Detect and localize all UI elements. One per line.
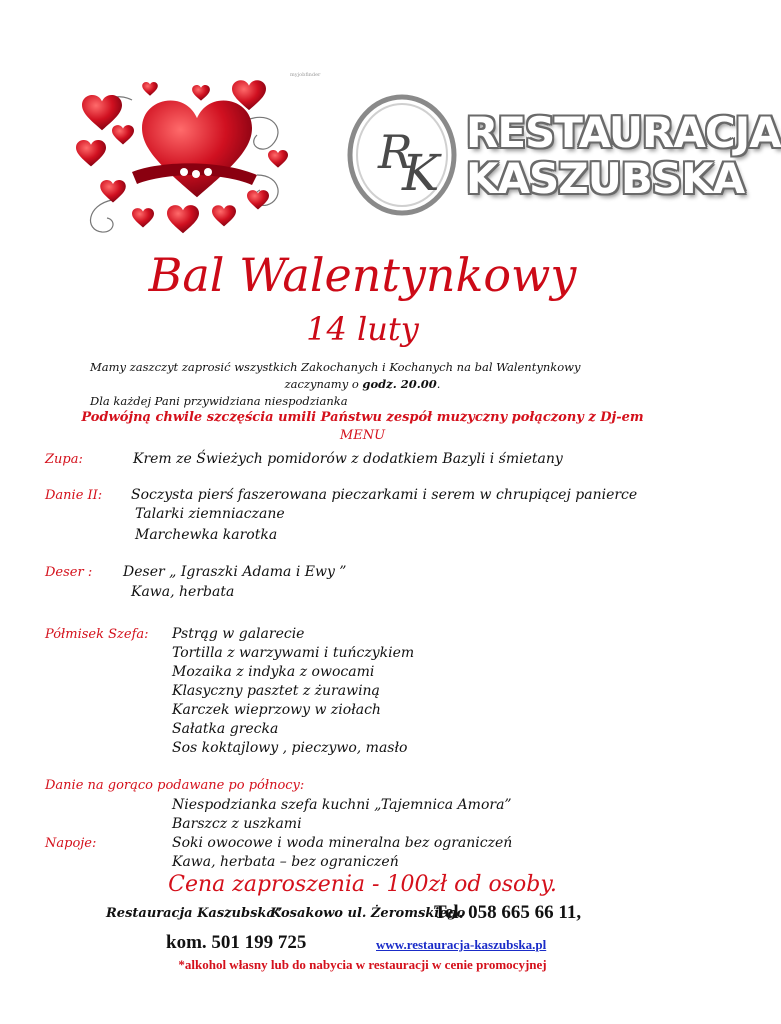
alcohol-note: *alkohol własny lub do nabycia w restauracji w cenie promocyjnej <box>178 957 547 972</box>
menu-label-dessert: Deser : <box>45 565 93 580</box>
invitation-line-2 <box>0 377 725 391</box>
menu-label-soup: Zupa: <box>45 452 83 467</box>
menu-label-main: Danie II: <box>45 488 103 503</box>
menu-item: Soczysta pierś faszerowana pieczarkami i serem w chrupiącej panierce <box>131 487 638 503</box>
invitation-price: Cena zaproszenia - 100zł od osoby. <box>168 872 557 897</box>
event-date: 14 luty <box>306 310 419 348</box>
invitation-time-suffix: . <box>436 377 441 391</box>
menu-label-after-midnight: Danie na gorąco podawane po północy: <box>45 778 305 793</box>
menu-item: Tortilla z warzywami i tuńczykiem <box>172 645 415 661</box>
logo-line-2: KASZUBSKA <box>466 154 745 203</box>
rk-monogram-logo <box>344 90 464 220</box>
menu-item: Barszcz z uszkami <box>172 816 302 832</box>
menu-label-platter: Półmisek Szefa: <box>45 627 149 642</box>
menu-item: Sałatka grecka <box>172 721 279 737</box>
contact-mobile: kom. 501 199 725 <box>166 932 307 953</box>
menu-heading: MENU <box>339 428 386 443</box>
menu-item: Kawa, herbata <box>131 584 235 600</box>
restaurant-logo-text <box>466 108 781 203</box>
band-announcement: Podwójną chwile szczęścia umili Państwu zespół muzyczny połączony z Dj-em <box>81 410 644 425</box>
menu-item: Kawa, herbata – bez ograniczeń <box>172 854 399 870</box>
invitation-line-3: Dla każdej Pani przywidziana niespodzianka <box>90 394 348 408</box>
page-title: Bal Walentynkowy <box>148 248 577 302</box>
menu-item: Karczek wieprzowy w ziołach <box>172 702 381 718</box>
menu-item: Pstrąg w galarecie <box>172 626 305 642</box>
invitation-line-1: Mamy zaszczyt zaprosić wszystkich Zakochanych i Kochanych na bal Walentynkowy <box>90 360 581 374</box>
svg-text:R: R <box>378 125 413 179</box>
menu-item: Krem ze Świeżych pomidorów z dodatkiem Bazyli i śmietany <box>133 451 563 467</box>
menu-item: Mozaika z indyka z owocami <box>172 664 375 680</box>
menu-item: Deser „ Igraszki Adama i Ewy ” <box>123 564 347 580</box>
hearts-illustration <box>72 80 292 245</box>
invitation-time: godz. 20.00 <box>362 377 437 391</box>
menu-item: Soki owocowe i woda mineralna bez ograniczeń <box>172 835 513 851</box>
menu-item: Sos koktajlowy , pieczywo, masło <box>172 740 408 756</box>
logo-line-1: RESTAURACJA <box>466 108 781 157</box>
menu-label-drinks: Napoje: <box>45 836 97 851</box>
invitation-time-prefix: zaczynamy o <box>284 377 363 391</box>
contact-restaurant-name: Restauracja Kaszubska” <box>106 906 283 921</box>
menu-item: Marchewka karotka <box>135 527 278 543</box>
image-caption: myjobfinder <box>290 72 321 78</box>
svg-text:K: K <box>402 144 440 202</box>
menu-item: Klasyczny pasztet z żurawiną <box>172 683 380 699</box>
menu-item: Talarki ziemniaczane <box>135 506 285 522</box>
contact-phone: Tel. 058 665 66 11, <box>434 902 582 923</box>
website-link[interactable]: www.restauracja-kaszubska.pl <box>376 937 547 952</box>
menu-item: Niespodzianka szefa kuchni „Tajemnica Amora” <box>172 797 512 813</box>
contact-address: Kosakowo ul. Żeromskiego <box>270 906 466 921</box>
